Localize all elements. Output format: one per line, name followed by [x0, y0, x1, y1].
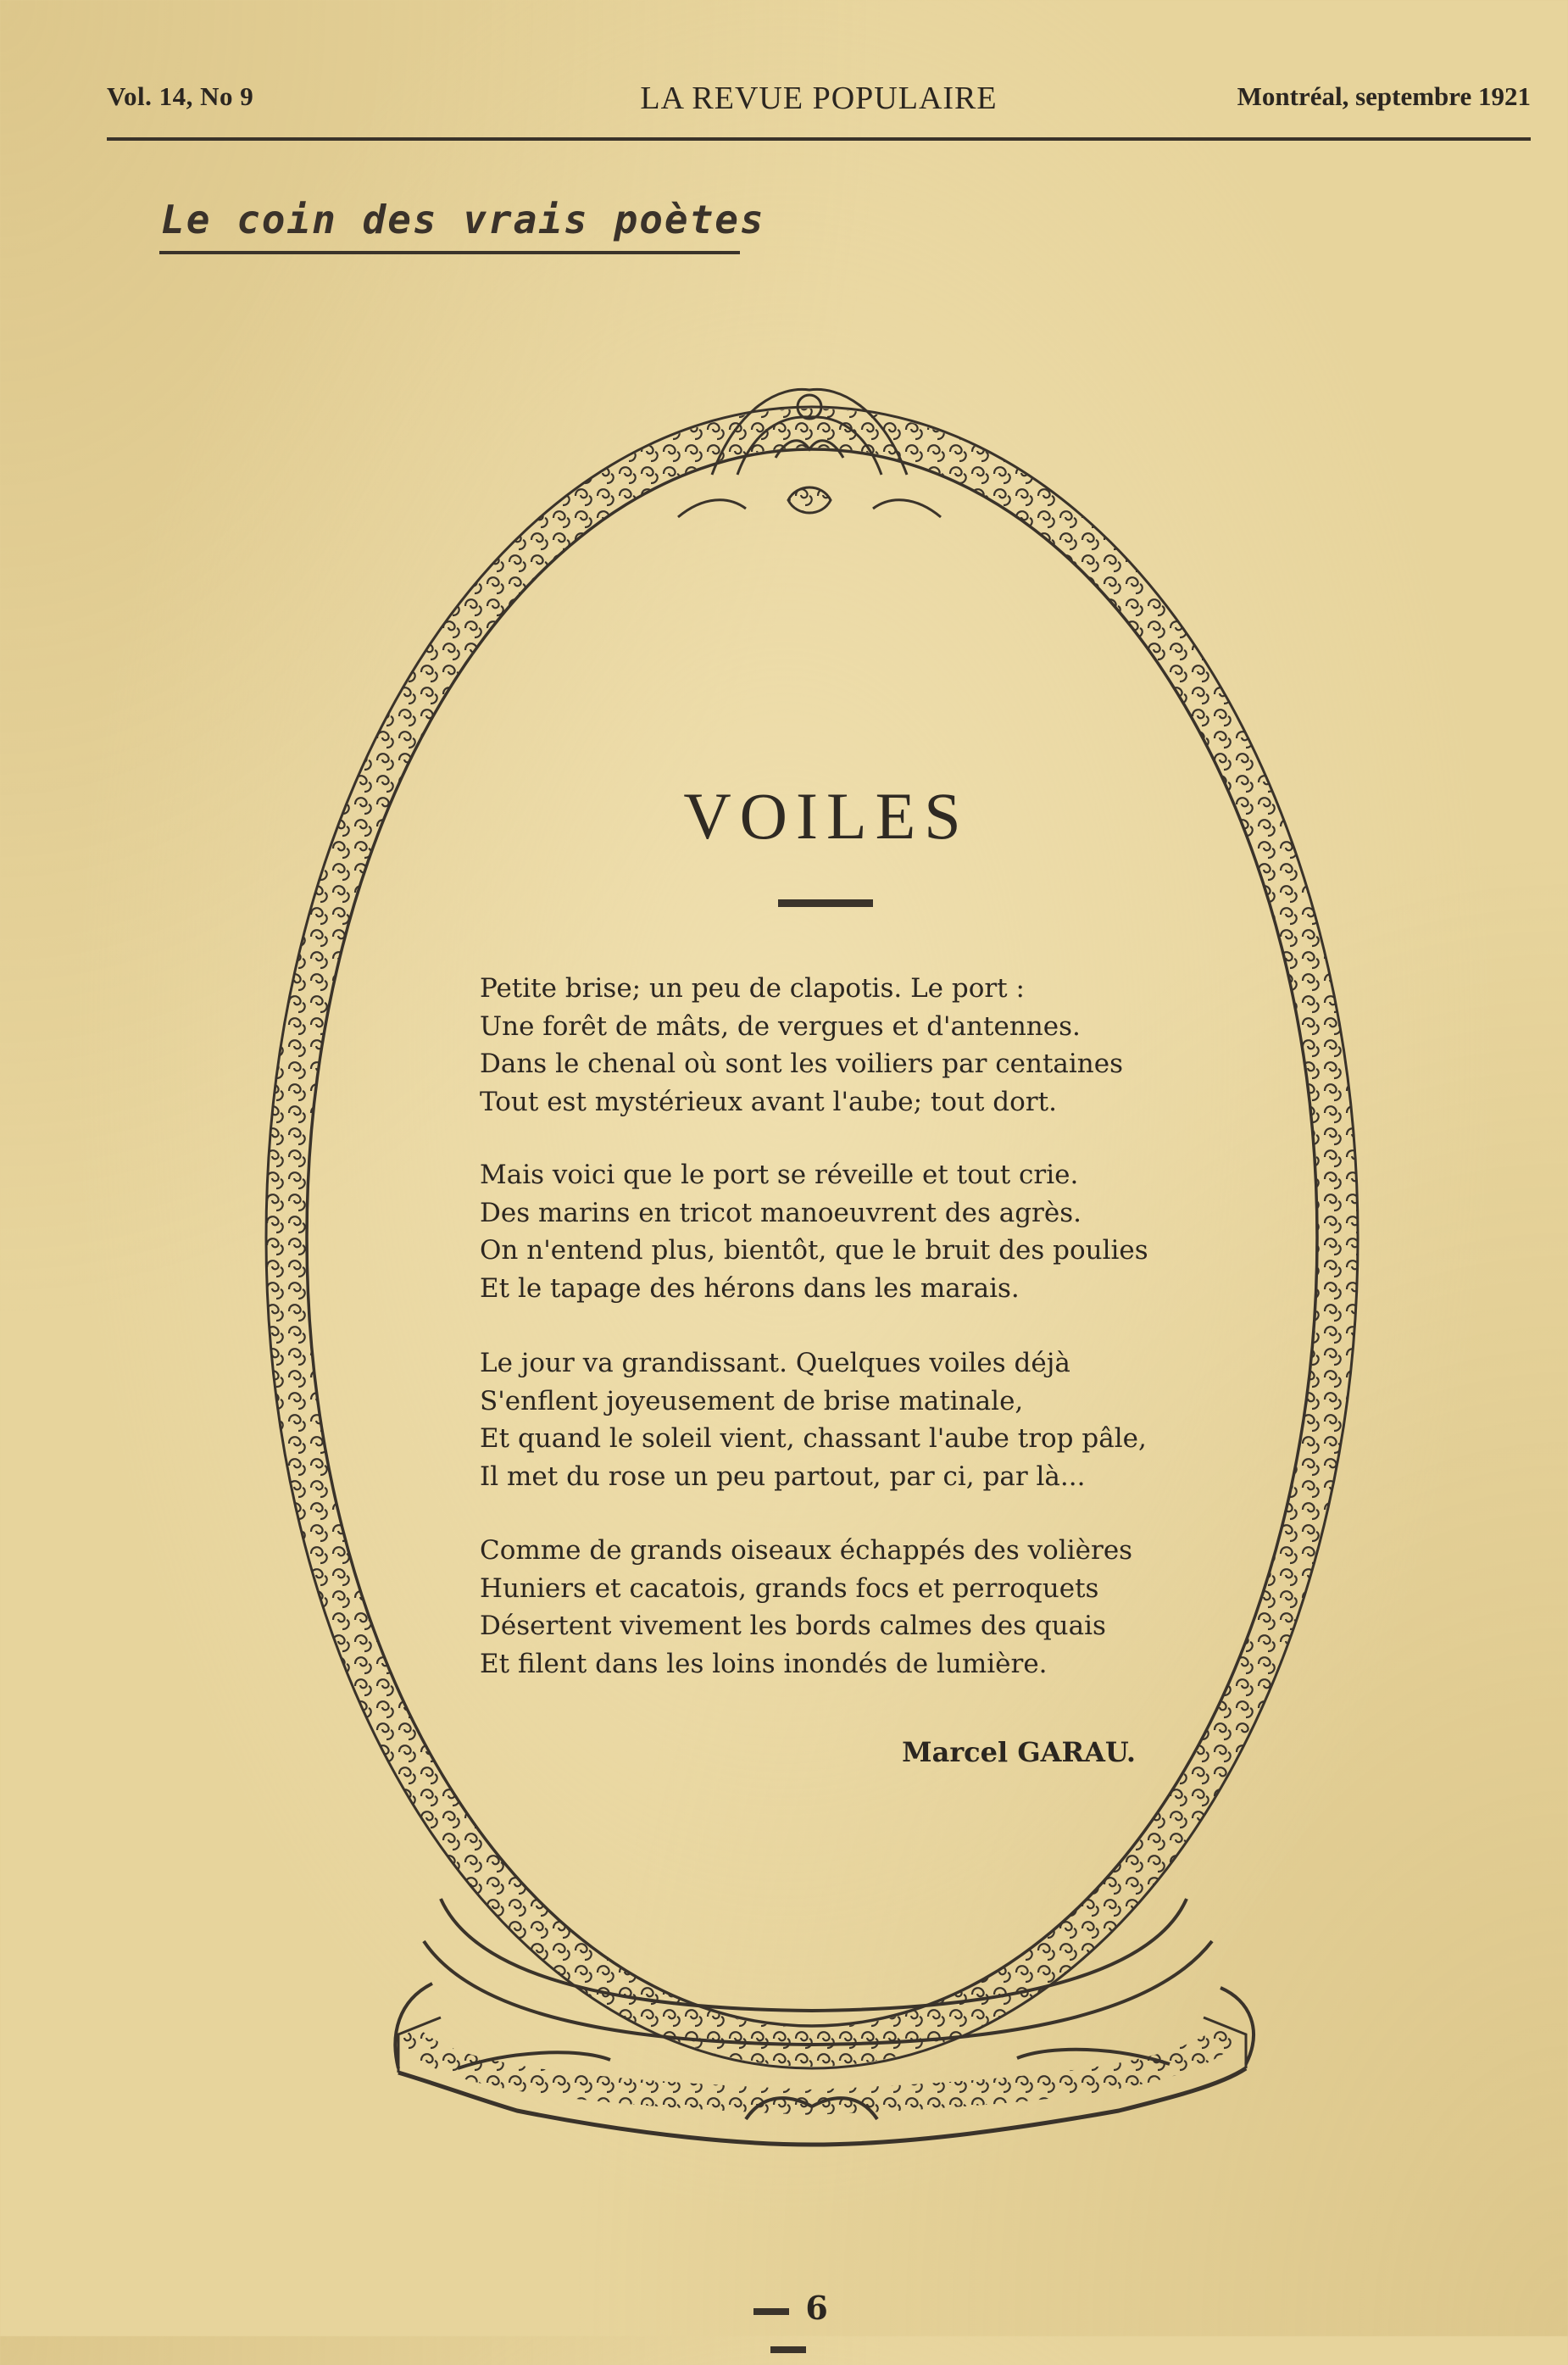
page-number-value: 6	[805, 2289, 828, 2327]
poem-line: Des marins en tricot manoeuvrent des agrès.	[480, 1197, 1081, 1228]
poem-line: Huniers et cacatois, grands focs et perroquets	[480, 1572, 1099, 1604]
stanza-3	[480, 1344, 1243, 1495]
poem-line: Il met du rose un peu partout, par ci, par là...	[480, 1461, 1086, 1492]
page-number-ornament	[753, 2308, 789, 2315]
poem-line: Dans le chenal où sont les voiliers par centaines	[480, 1049, 1124, 1079]
poem-line: Comme de grands oiseaux échappés des volières	[480, 1535, 1133, 1566]
volume-number: Vol. 14, No 9	[107, 81, 254, 111]
poem-line: S'enflent joyeusement de brise matinale,	[480, 1385, 1024, 1416]
poem-line: Et le tapage des hérons dans les marais.	[480, 1272, 1020, 1304]
stanza-4	[480, 1532, 1243, 1683]
title-rule	[778, 899, 873, 907]
page-number	[720, 2289, 856, 2348]
stanza-1	[480, 970, 1243, 1121]
poem-title: VOILES	[683, 779, 970, 853]
poem-line: On n'entend plus, bientôt, que le bruit des poulies	[480, 1235, 1148, 1266]
stanza-2	[480, 1156, 1243, 1307]
publication-title: LA REVUE POPULAIRE	[640, 81, 998, 116]
place-date: Montréal, septembre 1921	[1237, 81, 1531, 111]
poem-line: Et filent dans les loins inondés de lumière.	[480, 1648, 1048, 1679]
poem-line: Une forêt de mâts, de vergues et d'antennes.	[480, 1010, 1081, 1042]
poem-line: Et quand le soleil vient, chassant l'aube trop pâle,	[480, 1423, 1147, 1454]
section-title: Le coin des vrais poètes	[161, 197, 765, 242]
poem-line: Mais voici que le port se réveille et tout crie.	[480, 1160, 1079, 1190]
poem-line: Désertent vivement les bords calmes des quais	[480, 1611, 1106, 1641]
poem-line: Petite brise; un peu de clapotis. Le port :	[480, 973, 1025, 1004]
poem-line: Tout est mystérieux avant l'aube; tout dort.	[480, 1086, 1057, 1117]
poem-line: Le jour va grandissant. Quelques voiles déjà	[480, 1348, 1070, 1378]
poem-author: Marcel GARAU.	[902, 1736, 1136, 1768]
page-number-ornament	[770, 2346, 806, 2353]
